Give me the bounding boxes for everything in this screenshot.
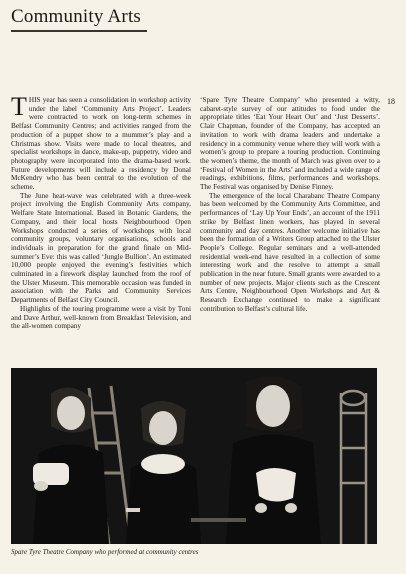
paragraph: The June heat-wave was celebrated with a three-week project involving the English Community Arts company, Welfare State International. Based in Botanic Gardens, the Company, and their local hosts Neighbourhood Open Workshops conducted a series of workshops with local community groups, voluntary organisations, schools and individuals in preparation for the grand finale on Mid-summer’s Eve: this was called ‘Jungle Bullion’. An estimated 10,000 people enjoyed the evening’s festivities which culminated in a firework display launched from the roof of the Ulster Museum. This memorable occasion was funded in association with the Parks and Community Services Departments of Belfast City Council. bbox=[11, 191, 191, 305]
paragraph: ‘Spare Tyre Theatre Company’ who presented a witty, cabaret-style survey of our attitudes to food under the appropriate titles ‘Eat Your Heart Out’ and ‘Just Desserts’. Clair Chapman, founder of the Company, has accepted an invitation to work with drama leaders and undertake a residency in a community venue where they will work with a women’s group to prepare a touring production. Continuing the women’s theme, the month of March was given over to a ‘Festival of Women in the Arts’ and included a wide range of readings, exhibitions, films, performances and workshops. The Festival was organised by Denise Finney. bbox=[200, 96, 380, 192]
drop-cap: T bbox=[11, 92, 27, 121]
paragraph: THIS year has seen a consolidation in workshop activity under the label ‘Community Arts Project’. Leaders were contracted to work on long-term schemes in Belfast Community Centres; and activities ranged from the production of a puppet show to a mummer’s play and a Christmas show. Visits were made to local theatres, and specialist workshops in dance, make-up, puppetry, video and photography were incorporated into the drama-based work. Future developments will include a residency by Donal McKendry who has been central to the evolution of the scheme. bbox=[11, 92, 191, 192]
theatre-photo bbox=[11, 368, 377, 544]
page-title: Community Arts bbox=[11, 6, 142, 27]
paragraph: Highlights of the touring programme were a visit by Toni and Dave Arthur, well-known from Breakfast Television, and the all-women company bbox=[11, 304, 191, 331]
theatre-photo-illustration bbox=[11, 368, 377, 544]
article-column-right bbox=[200, 96, 380, 314]
photo-caption: Spare Tyre Theatre Company who performed at community centres bbox=[11, 548, 199, 556]
title-rule bbox=[11, 30, 147, 32]
paragraph: The emergence of the local Charabanc Theatre Company has been welcomed by the Community Arts Committee, and performances of ‘Lay Up Your Ends’, an account of the 1911 strike by Belfast linen workers, has played in several community and day centres. Another welcome initiative has been the formation of a Writers Group attached to the Ulster People’s College. Regular seminars and a well-attended residential week-end have resulted in a collection of some interesting work and the resolve to attempt a small publication in the near future. Small grants were awarded to a number of new projects. Major clients such as the Crescent Arts Centre, Neighbourhood Open Workshops and Art & Research Exchange continued to make a significant contribution to Belfast’s cultural life. bbox=[200, 191, 380, 313]
page-number: 18 bbox=[387, 97, 395, 106]
article-column-left bbox=[11, 92, 191, 331]
